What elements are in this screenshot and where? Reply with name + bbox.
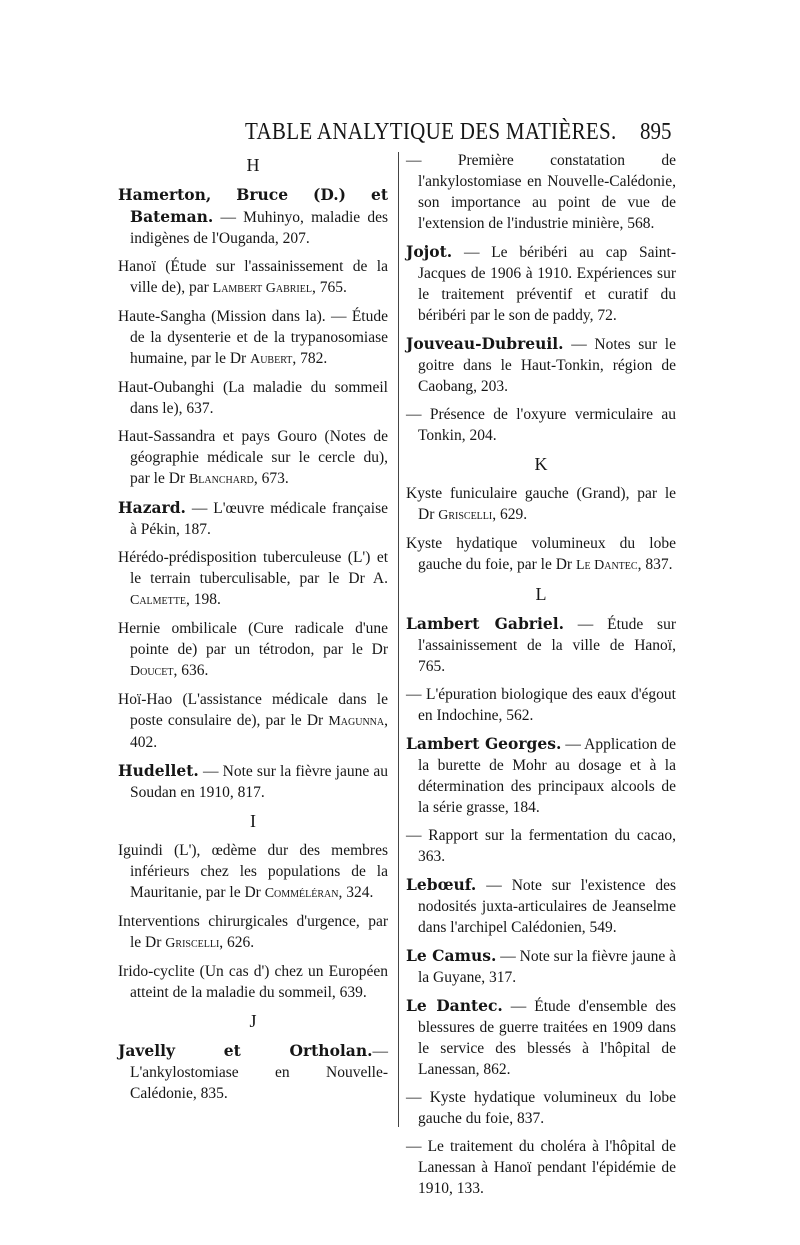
entry-name: Aubert <box>250 352 293 367</box>
entry-text: — Kyste hydatique volumineux du lobe gauche du foie, 837. <box>406 1089 676 1127</box>
entry-name: Blanchard <box>188 472 254 487</box>
entry-author: Hamerton, Bruce (D.) et Bateman. <box>118 185 388 226</box>
index-entry <box>406 874 676 938</box>
entry-text: — L'ankylostomiase en Nouvelle-Calédonie, 835. <box>130 1043 388 1102</box>
index-entry <box>406 684 676 726</box>
entry-text: , 629. <box>492 506 528 523</box>
entry-text: — Application de la burette de Mohr au dosage et à la détermination des principaux alcools de la série grasse, 184. <box>418 736 676 816</box>
entry-text: Interventions chirurgicales d'urgence, par le Dr <box>118 913 388 951</box>
entry-text: , 782. <box>292 350 328 367</box>
entry-name: Griscelli <box>438 508 493 523</box>
index-entry <box>118 426 388 490</box>
entry-author: Lebœuf. <box>406 875 477 894</box>
entry-text: — Note sur la fièvre jaune à la Guyane, 317. <box>418 948 676 986</box>
index-entry <box>406 613 676 677</box>
page-number: 895 <box>640 117 672 145</box>
right-column <box>406 150 676 1206</box>
section-letter: H <box>246 155 260 175</box>
index-entry <box>406 241 676 326</box>
entry-text: — Première constatation de l'ankylostomiase en Nouvelle-Calédonie, son importance au point de vue de l'extension de l'industrie minière, 568. <box>406 152 676 232</box>
entry-text: Iguindi (L'), œdème dur des membres inférieurs chez les populations de la Mauritanie, par le Dr <box>118 842 388 901</box>
entry-author: Le Camus. <box>406 946 497 965</box>
entry-text: — Le traitement du choléra à l'hôpital de Lanessan à Hanoï pendant l'épidémie de 1910, 133. <box>406 1138 676 1197</box>
entry-text: Hernie ombilicale (Cure radicale d'une pointe de) par un tétrodon, par le Dr <box>118 620 388 658</box>
index-entry <box>118 840 388 904</box>
index-entry <box>118 256 388 299</box>
entry-text: , 636. <box>173 662 209 679</box>
entry-name: Lambert Gabriel <box>212 281 312 296</box>
entry-author: Lambert Gabriel. <box>406 614 565 633</box>
left-column <box>118 150 388 1111</box>
entry-text: Hoï-Hao (L'assistance médicale dans le poste consulaire de), par le Dr <box>118 691 388 729</box>
index-entry <box>406 1087 676 1129</box>
entry-text: , 402. <box>130 712 388 751</box>
section-letter: J <box>249 1011 257 1031</box>
entry-text: — Note sur la fièvre jaune au Soudan en 1910, 817. <box>130 763 388 801</box>
entry-name: Griscelli <box>165 936 220 951</box>
running-title: TABLE ANALYTIQUE DES MATIÈRES. <box>245 117 617 145</box>
index-entry <box>406 483 676 526</box>
index-entry <box>118 760 388 803</box>
index-entry <box>406 733 676 818</box>
index-entry <box>406 150 676 234</box>
entry-text: Hanoï (Étude sur l'assainissement de la ville de), par <box>118 258 388 296</box>
entry-author: Jojot. <box>406 242 453 261</box>
entry-text: — L'épuration biologique des eaux d'égout en Indochine, 562. <box>406 686 676 724</box>
entry-text: , 673. <box>253 470 289 487</box>
index-entry <box>406 1136 676 1199</box>
entry-author: Jouveau-Dubreuil. <box>406 334 564 353</box>
index-entry <box>118 911 388 954</box>
entry-text: — L'œuvre médicale française à Pékin, 187. <box>130 500 388 538</box>
entry-text: , 765. <box>311 279 347 296</box>
entry-text: , 626. <box>219 934 255 951</box>
entry-name: Le Dantec <box>575 558 638 573</box>
entry-text: Kyste funiculaire gauche (Grand), par le Dr <box>406 485 676 523</box>
section-letter: K <box>534 454 548 474</box>
entry-author: Hudellet. <box>118 761 199 780</box>
entry-author: Javelly et Ortholan. <box>118 1041 373 1060</box>
entry-text: Haute-Sangha (Mission dans la). — Étude de la dysenterie et de la trypanosomiase humaine, par le Dr <box>118 308 388 367</box>
entry-text: Irido-cyclite (Un cas d') chez un Européen atteint de la maladie du sommeil, 639. <box>118 963 388 1001</box>
entry-text: — Étude sur l'assainissement de la ville de Hanoï, 765. <box>418 616 676 675</box>
index-entry <box>406 533 676 576</box>
entry-text: — Étude d'ensemble des blessures de guerre traitées en 1909 dans le service des blessés à l'hôpital de Lanessan, 862. <box>418 998 676 1078</box>
index-entry <box>118 377 388 419</box>
entry-text: Haut-Sassandra et pays Gouro (Notes de géographie médicale sur le cercle du), par le Dr <box>118 428 388 487</box>
entry-author: Lambert Georges. <box>406 734 562 753</box>
index-entry <box>118 184 388 249</box>
index-entry <box>118 1040 388 1104</box>
entry-text: Kyste hydatique volumineux du lobe gauche du foie, par le Dr <box>406 535 676 573</box>
entry-text: , 198. <box>186 591 221 608</box>
entry-text: Haut-Oubanghi (La maladie du sommeil dans le), 637. <box>118 379 388 417</box>
entry-author: Le Dantec. <box>406 996 503 1015</box>
entry-text: Hérédo-prédisposition tuberculeuse (L') et le terrain tuberculisable, par le Dr A. <box>118 549 388 587</box>
index-entry <box>118 497 388 540</box>
index-entry <box>406 825 676 867</box>
index-entry <box>118 618 388 682</box>
entry-text: , 324. <box>338 884 374 901</box>
section-letter: I <box>250 811 256 831</box>
entry-name: Magunna <box>328 714 385 729</box>
entry-text: — Présence de l'oxyure vermiculaire au Tonkin, 204. <box>406 406 676 444</box>
entry-text: , 837. <box>637 556 673 573</box>
entry-text: — Muhinyo, maladie des indigènes de l'Ouganda, 207. <box>130 209 388 247</box>
entry-text: — Rapport sur la fermentation du cacao, 363. <box>406 827 676 865</box>
index-entry <box>406 995 676 1080</box>
entry-name: Comméléran <box>264 886 339 901</box>
entry-author: Hazard. <box>118 498 186 517</box>
index-entry <box>118 306 388 370</box>
index-entry <box>118 689 388 753</box>
index-entry <box>406 333 676 397</box>
entry-text: — Notes sur le goitre dans le Haut-Tonkin, région de Caobang, 203. <box>418 336 676 395</box>
entry-text: — Note sur l'existence des nodosités juxta-articulaires de Jeanselme dans l'archipel Calédonien, 549. <box>418 877 676 936</box>
entry-text: — Le béribéri au cap Saint-Jacques de 1906 à 1910. Expériences sur le traitement préventif et curatif du béribéri par le son de paddy, 72. <box>418 244 676 324</box>
entry-name: Doucet <box>130 664 174 679</box>
column-divider <box>398 152 399 1127</box>
section-letter: L <box>535 584 547 604</box>
index-entry <box>118 547 388 611</box>
entry-name: Calmette <box>130 593 186 608</box>
index-entry <box>118 961 388 1003</box>
index-entry <box>406 945 676 988</box>
index-entry <box>406 404 676 446</box>
